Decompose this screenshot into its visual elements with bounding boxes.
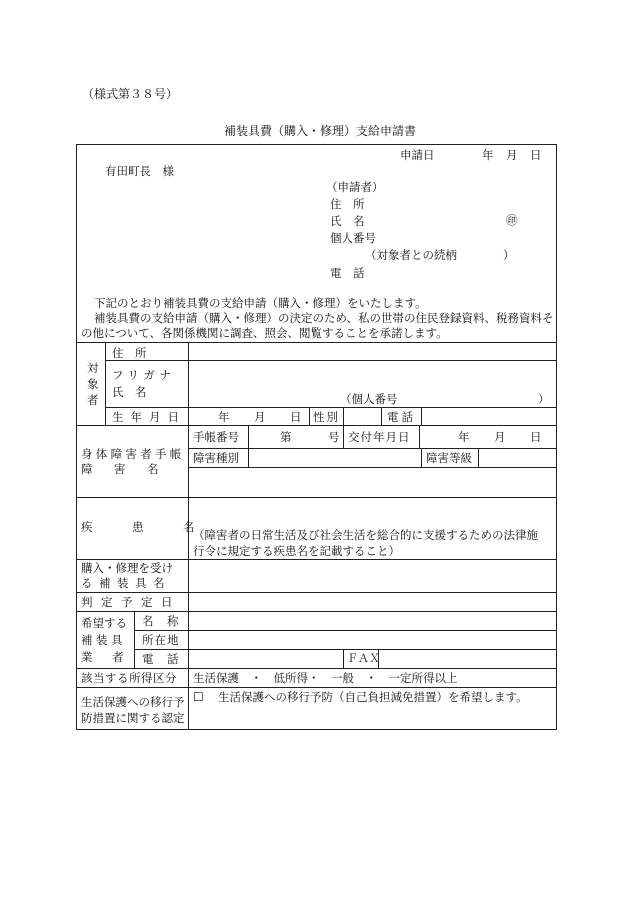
applicant-personal-number-label: 個人番号	[330, 231, 376, 245]
subject-furigana-label: フリガナ	[112, 368, 176, 382]
subject-name-label	[112, 384, 182, 400]
transition-label-2: 防措置に関する認定	[81, 711, 185, 725]
apply-date-month: 月	[506, 148, 518, 162]
income-options: 生活保護 ・ 低所得・ 一般 ・ 一定所得以上	[193, 671, 458, 685]
transition-checkbox[interactable]: ☐	[193, 690, 204, 704]
notebook-number-dai: 第	[280, 430, 292, 444]
vendor-label-2: 補装具	[81, 633, 126, 647]
subject-address-text: 住 所	[112, 346, 147, 360]
device-label-2: る補装具名	[81, 576, 171, 590]
disability-name-label: 障 害 名	[81, 462, 164, 476]
notebook-number-label: 手帳番号	[193, 430, 239, 444]
consent-statement-2: 補装具費の支給申請（購入・修理）の決定のため、私の世帯の住民登録資料、税務資料そ	[94, 311, 554, 325]
apply-date-label: 申請日	[400, 148, 435, 162]
birth-day: 日	[290, 410, 302, 424]
vendor-label-1: 希望する	[81, 616, 127, 630]
disease-note-2: 行令に規定する疾患名を記載すること）	[193, 544, 400, 558]
birth-year: 年	[218, 410, 230, 424]
sex-label: 性別	[313, 410, 340, 424]
disease-label: 疾 患 名	[81, 520, 209, 534]
consent-statement-1: 下記のとおり補装具費の支給申請（購入・修理）をいたします。	[94, 296, 427, 310]
vendor-location-label: 所在地	[142, 633, 180, 647]
subject-address-label	[112, 345, 182, 361]
applicant-phone-label: 電 話	[330, 266, 365, 280]
subject-personal-number-label: （個人番号	[340, 392, 398, 406]
notebook-number-go: 号	[328, 430, 340, 444]
subject-name-text: 氏 名	[112, 385, 147, 399]
page-title: 補装具費（購入・修理）支給申請書	[224, 124, 417, 138]
subject-label-char-1: 対象者	[87, 361, 99, 407]
apply-date-year: 年	[482, 148, 494, 162]
birth-month: 月	[254, 410, 266, 424]
transition-text: 生活保護への移行予防（自己負担減免措置）を希望します。	[218, 690, 528, 704]
income-label: 該当する所得区分	[81, 671, 177, 685]
subject-personal-number-close: ）	[538, 392, 550, 406]
transition-label-1: 生活保護への移行予	[81, 695, 185, 709]
applicant-name-label: 氏 名	[330, 214, 365, 228]
apply-date-day: 日	[530, 148, 542, 162]
consent-statement-3: の他について、各関係機関に調査、照会、閲覧することを承諾します。	[81, 326, 448, 340]
seal-mark: ㊞	[506, 213, 518, 227]
subject-phone-label: 電話	[387, 410, 416, 424]
issue-date-label: 交付年月日	[348, 430, 411, 444]
applicant-address-label: 住 所	[330, 197, 365, 211]
addressee: 有田町長 様	[105, 164, 174, 178]
form-number: （様式第３８号）	[82, 87, 179, 101]
issue-year: 年	[458, 430, 470, 444]
vendor-label-3: 業 者	[81, 650, 128, 664]
vendor-phone-label: 電 話	[142, 652, 180, 666]
disability-grade-label: 障害等級	[426, 451, 472, 465]
subject-birthdate-label: 生年月日	[112, 410, 186, 424]
disability-type-label: 障害種別	[193, 451, 239, 465]
judgment-label: 判定予定日	[81, 595, 181, 609]
relation-label: （対象者との続柄 ）	[365, 248, 515, 262]
notebook-label: 身体障害者手帳	[81, 447, 185, 461]
issue-month: 月	[494, 430, 506, 444]
device-label-1: 購入・修理を受け	[81, 561, 173, 575]
applicant-label: （申請者）	[326, 180, 384, 194]
issue-day: 日	[530, 430, 542, 444]
vendor-name-label: 名 称	[142, 614, 180, 628]
disease-note-1: （障害者の日常生活及び社会生活を総合的に支援するための法律施	[193, 528, 538, 542]
vendor-fax-label: ＦＡＸ	[347, 652, 380, 665]
